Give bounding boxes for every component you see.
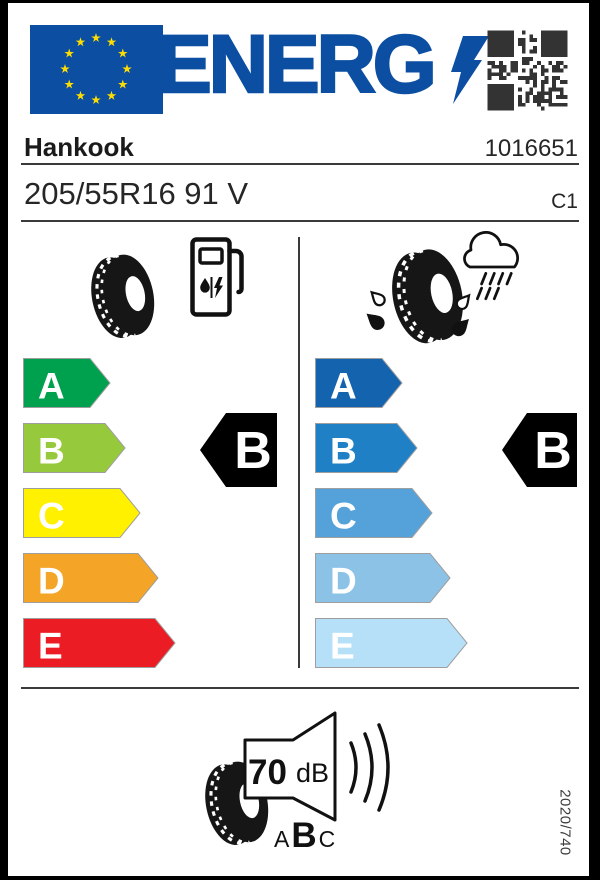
article-number: 1016651 xyxy=(484,135,578,162)
fuel-rating-bar-c xyxy=(23,488,141,538)
rating-grade-letter: C xyxy=(330,495,357,537)
rating-grade-letter: A xyxy=(330,365,357,407)
rating-grade-letter: D xyxy=(330,560,357,602)
rating-grade-letter: E xyxy=(38,625,63,667)
rating-grade-letter: C xyxy=(38,495,65,537)
label-border xyxy=(0,876,600,880)
rating-grade-letter: A xyxy=(38,365,65,407)
fuel-rating-pointer xyxy=(200,412,278,488)
fuel-pump-icon xyxy=(190,237,248,317)
label-border xyxy=(0,0,600,3)
fuel-rating-bar-d xyxy=(23,553,159,603)
tire-dimensions: 205/55R16 91 V xyxy=(24,176,249,211)
sound-waves-icon xyxy=(351,725,388,810)
rain-cloud-icon xyxy=(457,231,521,303)
rain-drops xyxy=(477,273,511,298)
wet-rating-bar-a xyxy=(315,358,403,408)
label-border xyxy=(0,0,8,880)
label-border xyxy=(589,0,600,880)
noise-class-b: B xyxy=(291,816,317,855)
eu-flag-icon xyxy=(30,25,163,114)
noise-value: 70 xyxy=(248,753,287,792)
rating-grade-letter: B xyxy=(330,430,357,472)
loudspeaker-icon xyxy=(240,705,405,830)
separator-line xyxy=(21,163,579,165)
fuel-rating-bar-a xyxy=(23,358,111,408)
tire-class: C1 xyxy=(551,190,578,213)
regulation-number: 2020/740 xyxy=(556,789,574,856)
wet-rating-bar-c xyxy=(315,488,433,538)
separator-line xyxy=(21,220,579,222)
wet-rating-bar-d xyxy=(315,553,451,603)
noise-class-a: A xyxy=(274,826,290,852)
energy-logo-text: ENERG xyxy=(157,19,434,110)
rating-grade-letter: B xyxy=(38,430,65,472)
noise-class-c: C xyxy=(318,826,336,852)
noise-unit: dB xyxy=(296,758,330,788)
qr-code xyxy=(480,23,575,118)
rating-grade-letter: E xyxy=(330,625,355,667)
rating-grade-letter: D xyxy=(38,560,65,602)
wet-rating-value: B xyxy=(534,422,572,480)
tire-icon xyxy=(84,247,164,345)
separator-line xyxy=(21,687,579,689)
fuel-rating-bar-e xyxy=(23,618,176,668)
brand-name: Hankook xyxy=(24,132,134,162)
wet-rating-bar-e xyxy=(315,618,468,668)
wet-rating-pointer xyxy=(502,412,578,488)
fuel-rating-bar-b xyxy=(23,423,126,473)
wet-rating-bar-b xyxy=(315,423,418,473)
noise-class-scale xyxy=(274,816,335,856)
fuel-rating-value: B xyxy=(234,422,272,480)
section-divider xyxy=(298,237,300,668)
